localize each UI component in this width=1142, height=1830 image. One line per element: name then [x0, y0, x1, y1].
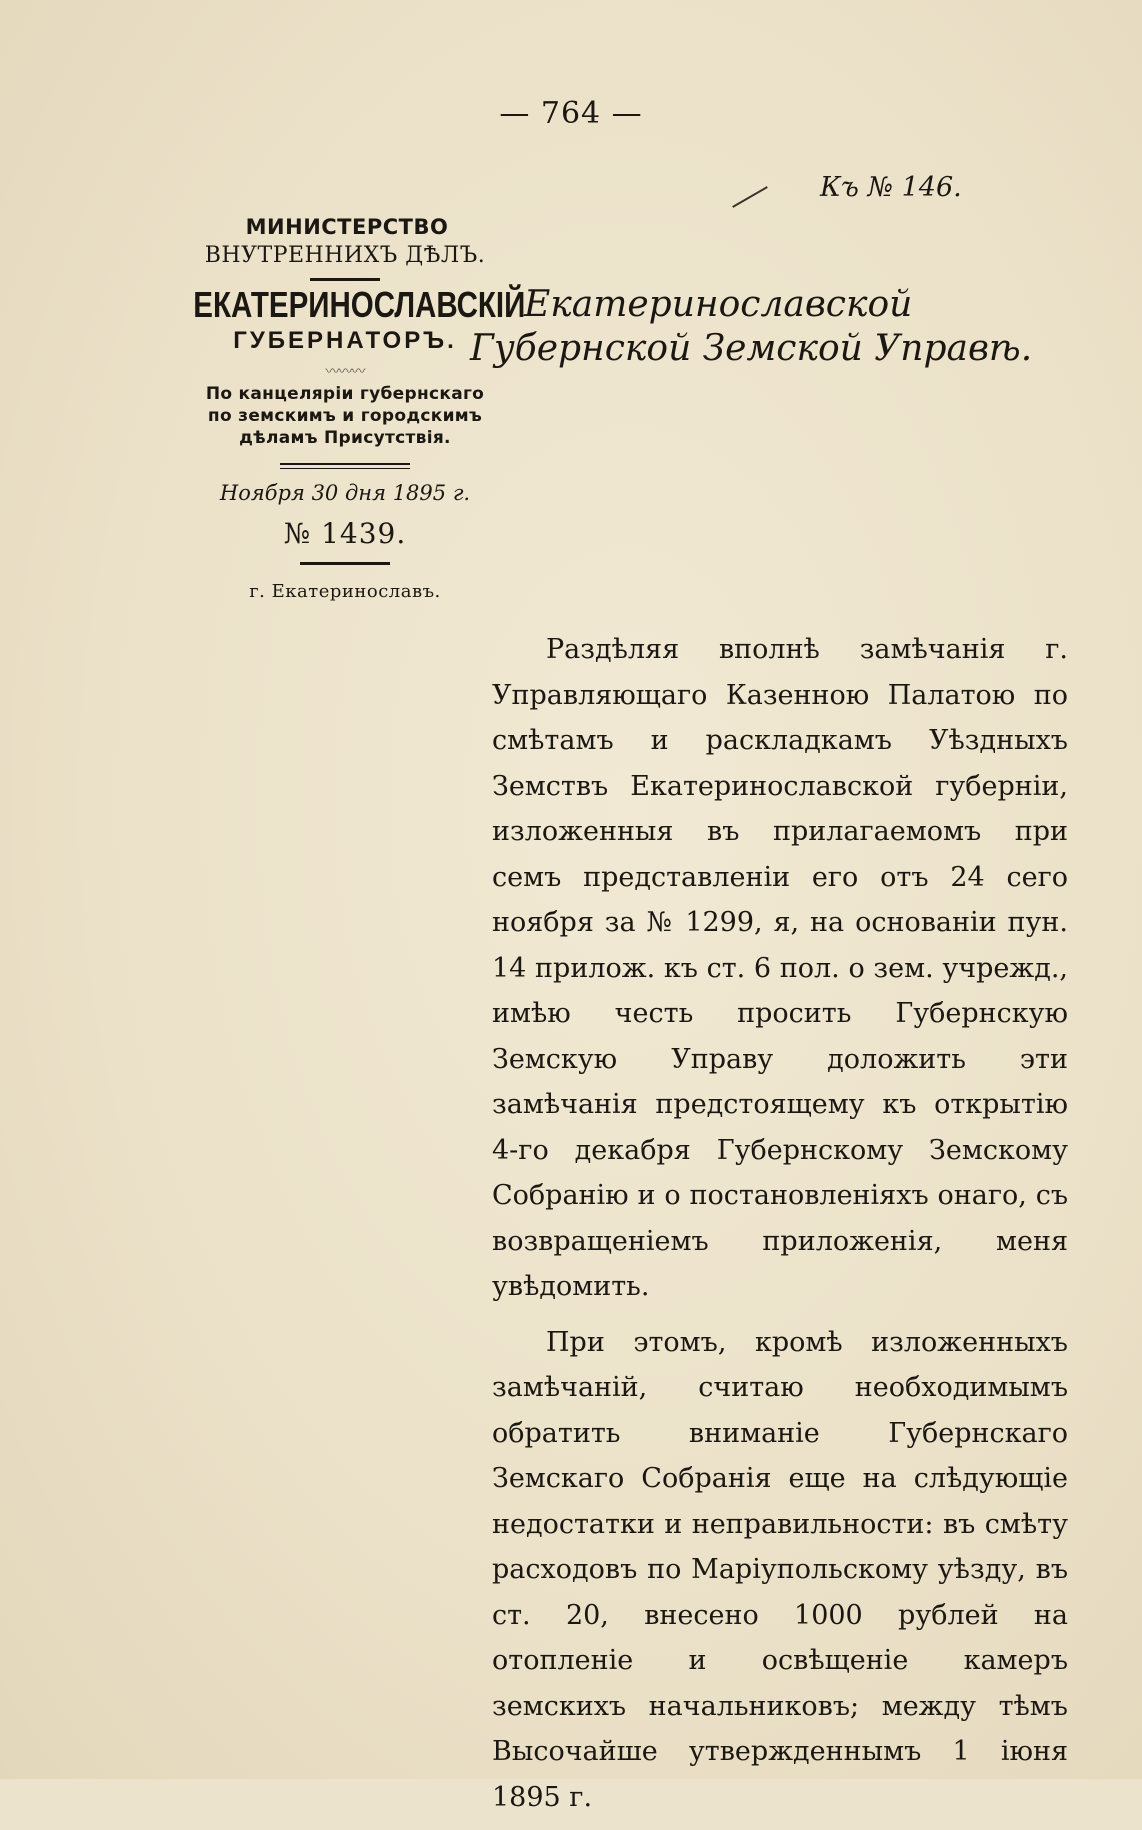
office-line: дѣламъ Присутствія.	[239, 428, 451, 448]
divider	[300, 562, 390, 565]
divider	[310, 278, 380, 281]
page-number: — 764 —	[499, 96, 643, 131]
letterhead	[190, 215, 526, 602]
pen-mark	[732, 186, 768, 208]
governorate-title: ЕКАТЕРИНОСЛАВСКІЙ	[193, 284, 526, 325]
ornament-divider: 〰〰〰	[325, 364, 365, 380]
letter-date: Ноября 30 дня 1895 г.	[219, 481, 471, 505]
ministry-title: МИНИСТЕРСТВО	[245, 215, 449, 239]
reference-number: Къ № 146.	[820, 172, 962, 203]
office-description	[190, 383, 500, 449]
governor-title: ГУБЕРНАТОРЪ.	[233, 327, 457, 354]
addressee: Екатеринославской Губернской Земской Управѣ.	[470, 284, 1033, 369]
letter-body	[492, 627, 1068, 1830]
office-line: по земскимъ и городскимъ	[207, 406, 483, 426]
body-paragraph: Раздѣляя вполнѣ замѣчанія г. Управляющаго Казенною Палатою по смѣтамъ и раскладкамъ Уѣздныхъ Земствъ Екатеринославской губерніи, изложенныя въ прилагаемомъ при семъ представленіи его отъ 24 сего ноября за № 1299, я, на основаніи пун. 14 прилож. къ ст. 6 пол. о зем. учрежд., имѣю честь просить Губернскую Земскую Управу доложить эти замѣчанія предстоящему къ открытію 4-го декабря Губернскому Земскому Собранію и о постановленіяхъ онаго, съ возвращеніемъ приложенія, меня увѣдомить.	[492, 634, 1068, 1302]
divider	[280, 463, 410, 469]
document-number: № 1439.	[283, 517, 407, 550]
office-line: По канцеляріи губернскаго	[205, 384, 485, 404]
city: г. Екатеринославъ.	[249, 581, 441, 602]
ministry-subtitle: ВНУТРЕННИХЪ ДѢЛЪ.	[204, 243, 486, 268]
body-paragraph: При этомъ, кромѣ изложенныхъ замѣчаній, считаю необходимымъ обратить вниманіе Губернскаго Земскаго Собранія еще на слѣдующіе недостатки и неправильности: въ смѣту расходовъ по Маріупольскому уѣзду, въ ст. 20, внесено 1000 рублей на отопленіе и освѣщеніе камеръ земскихъ начальниковъ; между тѣмъ Высочайше утвержденнымъ 1 іюня 1895 г.	[492, 1326, 1068, 1813]
